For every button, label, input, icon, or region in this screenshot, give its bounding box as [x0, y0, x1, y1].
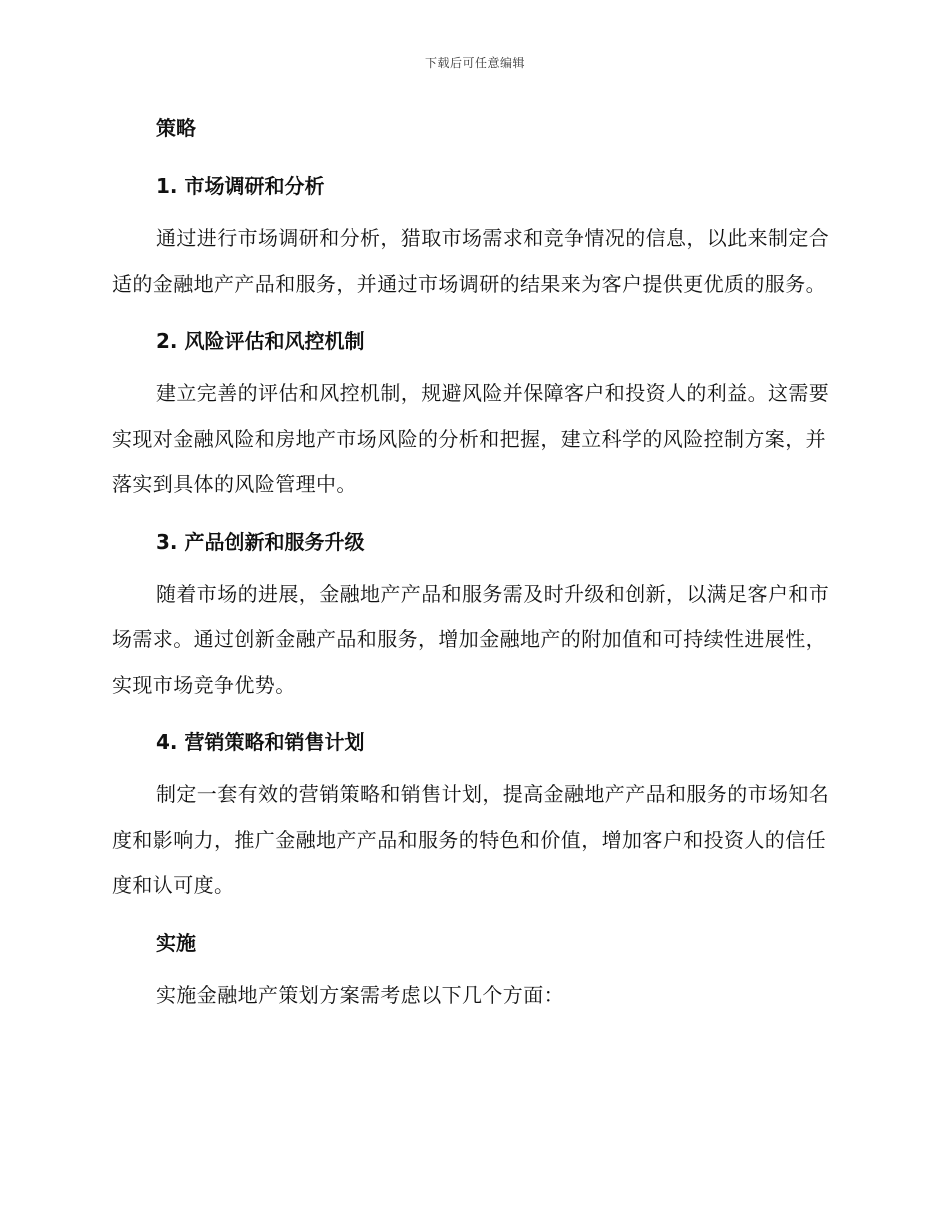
- subsection-heading-product-innovation: 3. 产品创新和服务升级: [156, 529, 365, 554]
- subsection-heading-market-research: 1. 市场调研和分析: [156, 174, 325, 198]
- page-header-note: 下载后可任意编辑: [424, 56, 525, 70]
- subsection-heading-marketing: 4. 营销策略和销售计划: [156, 730, 365, 754]
- paragraph-marketing: 制定一套有效的营销策略和销售计划，提高金融地产产品和服务的市场知名度和影响力，推广金融地产产品和服务的特色和价值，增加客户和投资人的信任度和认可度。: [112, 782, 830, 897]
- paragraph-market-research: 通过进行市场调研和分析，猎取市场需求和竞争情况的信息，以此来制定合适的金融地产产品和服务，并通过市场调研的结果来为客户提供更优质的服务。: [112, 226, 830, 296]
- section-heading-implementation: 实施: [156, 930, 196, 955]
- subsection-heading-risk-assessment: 2. 风险评估和风控机制: [156, 329, 365, 353]
- paragraph-product-innovation: 随着市场的进展，金融地产产品和服务需及时升级和创新，以满足客户和市场需求。通过创新金融产品和服务，增加金融地产的附加值和可持续性进展性，实现市场竞争优势。: [112, 581, 830, 697]
- paragraph-risk-assessment: 建立完善的评估和风控机制，规避风险并保障客户和投资人的利益。这需要实现对金融风险和房地产市场风险的分析和把握，建立科学的风险控制方案，并落实到具体的风险管理中。: [112, 381, 830, 496]
- section-heading-strategy: 策略: [156, 116, 196, 140]
- document-body: [112, 112, 832, 1018]
- paragraph-implementation: 实施金融地产策划方案需考虑以下几个方面：: [156, 982, 564, 1007]
